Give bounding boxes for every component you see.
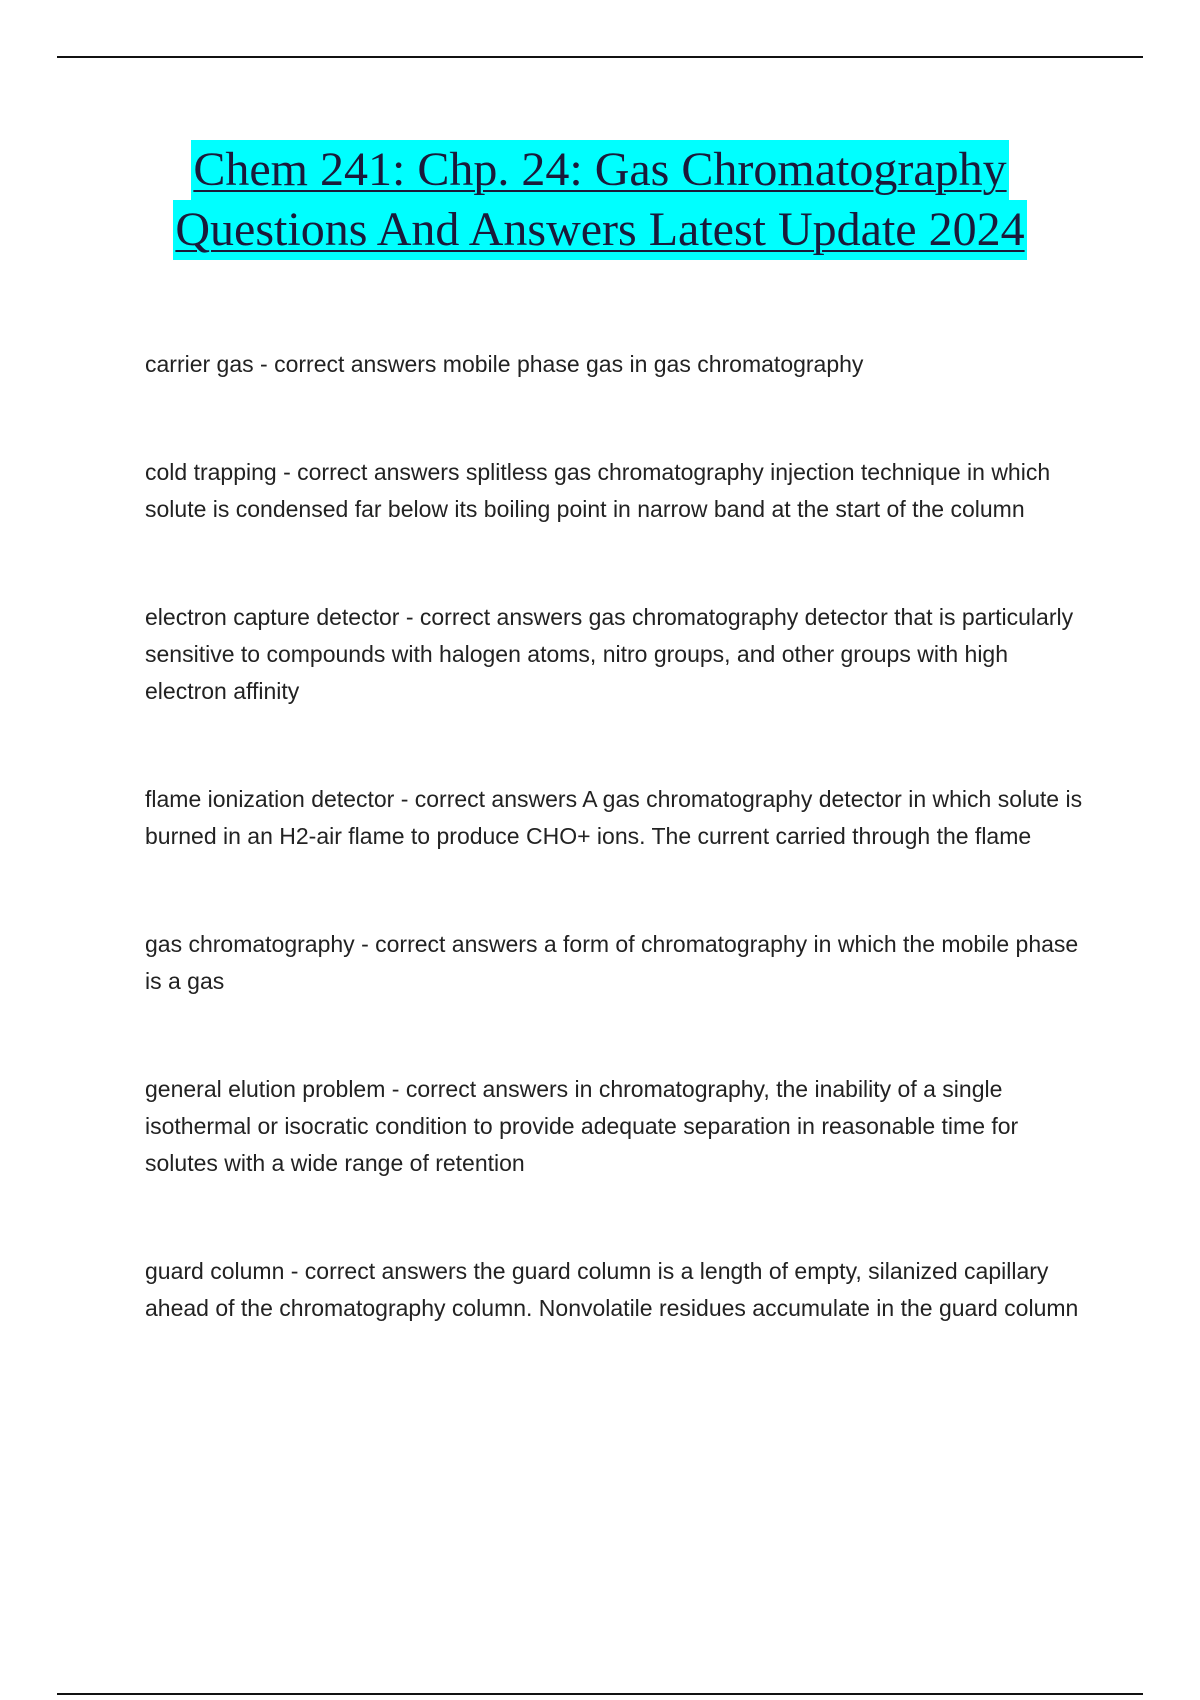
qa-entry-electron-capture-detector: electron capture detector - correct answers gas chromatography detector that is particularly sensitive to compounds with halogen atoms, nitro groups, and other groups with high electron affinity: [145, 604, 1074, 704]
qa-entry-guard-column: guard column - correct answers the guard column is a length of empty, silanized capillary ahead of the chromatography column. Nonvolatile residues accumulate in the guard column: [145, 1258, 1079, 1321]
bottom-rule: [57, 1693, 1143, 1695]
title-line-2: Questions And Answers Latest Update 2024: [173, 200, 1026, 260]
qa-entry-gas-chromatography: gas chromatography - correct answers a form of chromatography in which the mobile phase is a gas: [145, 931, 1079, 994]
page-title: [0, 140, 1200, 260]
qa-entry-carrier-gas: carrier gas - correct answers mobile phase gas in gas chromatography: [145, 351, 864, 377]
qa-entry-general-elution-problem: general elution problem - correct answers in chromatography, the inability of a single isothermal or isocratic condition to provide adequate separation in reasonable time for solutes with a wide range of retention: [145, 1076, 1019, 1176]
qa-entry-cold-trapping: cold trapping - correct answers splitless gas chromatography injection technique in which solute is condensed far below its boiling point in narrow band at the start of the column: [145, 459, 1051, 522]
qa-entry-flame-ionization-detector: flame ionization detector - correct answers A gas chromatography detector in which solute is burned in an H2-air flame to produce CHO+ ions. The current carried through the flame: [145, 786, 1083, 849]
qa-list: [145, 346, 1090, 1327]
top-rule: [57, 56, 1143, 58]
title-line-1: Chem 241: Chp. 24: Gas Chromatography: [191, 140, 1008, 200]
